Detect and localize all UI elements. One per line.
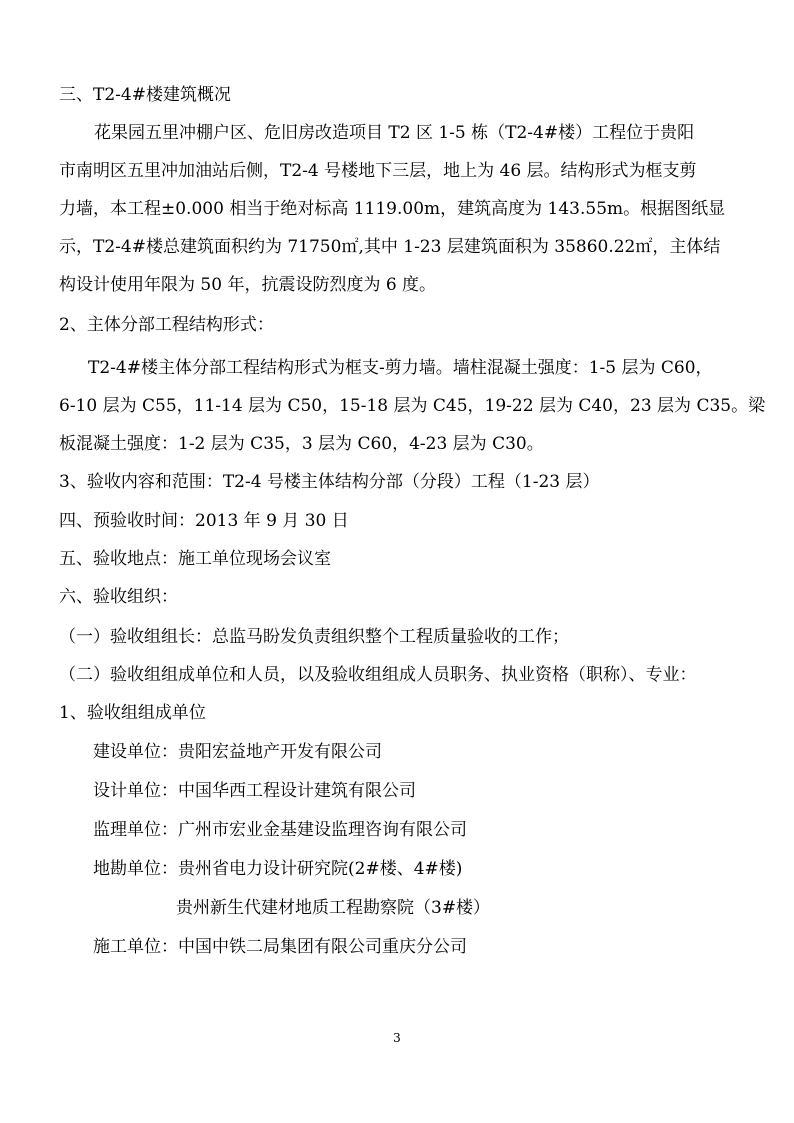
unit-construction: 建设单位：贵阳宏益地产开发有限公司 [93,742,382,762]
unit-survey-1: 地勘单位：贵州省电力设计研究院(2#楼、4#楼) [93,859,463,879]
section-6-sub-1: （一）验收组组长：总监马盼发负责组织整个工程质量验收的工作； [59,627,569,647]
section-6-item-1: 1、验收组组成单位 [59,703,206,723]
section-5-location: 五、验收地点：施工单位现场会议室 [59,549,331,569]
section-6-heading: 六、验收组织： [59,587,178,607]
unit-contractor: 施工单位：中国中铁二局集团有限公司重庆分公司 [93,937,467,957]
unit-survey-2: 贵州新生代建材地质工程勘察院（3#楼） [176,898,491,918]
item-2-line-3: 板混凝土强度：1-2 层为 C35，3 层为 C60，4-23 层为 C30。 [59,434,544,454]
unit-supervision: 监理单位：广州市宏业金基建设监理咨询有限公司 [93,820,467,840]
section-4-time: 四、预验收时间：2013 年 9 月 30 日 [59,511,349,531]
section-6-sub-2: （二）验收组组成单位和人员，以及验收组组成人员职务、执业资格（职称）、专业： [59,665,697,685]
item-2-line-1: T2-4#楼主体分部工程结构形式为框支-剪力墙。墙柱混凝土强度：1-5 层为 C60， [88,358,713,378]
page-number: 3 [393,1031,401,1045]
paragraph-1-line-1: 花果园五里冲棚户区、危旧房改造项目 T2 区 1-5 栋（T2-4#楼）工程位于贵阳 [94,123,695,143]
paragraph-1-line-4: 示，T2-4#楼总建筑面积约为 71750㎡,其中 1-23 层建筑面积为 35860.22㎡，主体结 [59,237,721,257]
item-2-heading: 2、主体分部工程结构形式： [59,315,274,335]
item-3-scope: 3、验收内容和范围：T2-4 号楼主体结构分部（分段）工程（1-23 层） [59,472,600,492]
paragraph-1-line-2: 市南明区五里冲加油站后侧，T2-4 号楼地下三层，地上为 46 层。结构形式为框支剪 [59,161,697,181]
item-2-line-2: 6-10 层为 C55，11-14 层为 C50，15-18 层为 C45，19-22 层为 C40，23 层为 C35。梁 [59,396,766,416]
paragraph-1-line-5: 构设计使用年限为 50 年，抗震设防烈度为 6 度。 [59,275,437,295]
paragraph-1-line-3: 力墙，本工程±0.000 相当于绝对标高 1119.00m，建筑高度为 143.55m。根据图纸显 [59,199,726,219]
section-3-heading: 三、T2-4#楼建筑概况 [59,85,231,105]
unit-design: 设计单位：中国华西工程设计建筑有限公司 [93,781,416,801]
